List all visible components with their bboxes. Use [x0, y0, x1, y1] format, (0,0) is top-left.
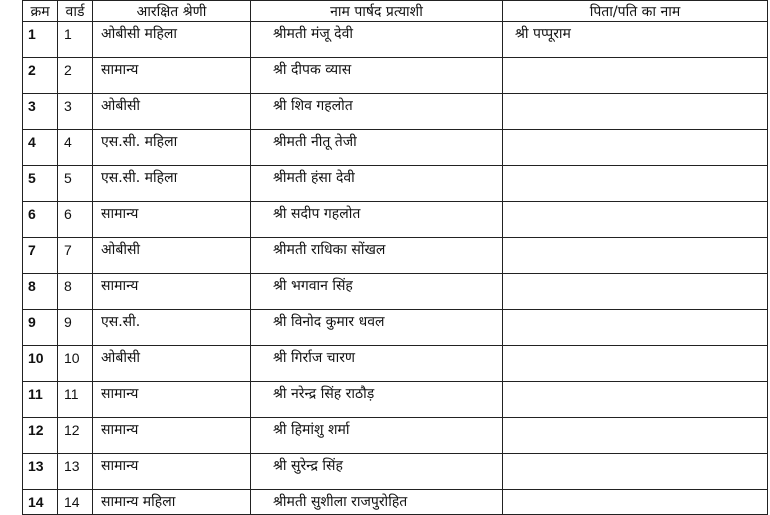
row-serial: 4 — [23, 130, 58, 166]
row-category: ओबीसी — [93, 238, 251, 274]
row-serial: 13 — [23, 454, 58, 490]
candidate-table — [22, 0, 768, 515]
table-row — [23, 166, 768, 202]
row-candidate-name: श्रीमती नीतू तेजी — [251, 130, 503, 166]
table-header-row — [23, 1, 768, 22]
row-candidate-name: श्री भगवान सिंह — [251, 274, 503, 310]
table-row — [23, 94, 768, 130]
row-parent-name — [503, 310, 768, 346]
row-candidate-name: श्री सुरेन्द्र सिंह — [251, 454, 503, 490]
row-parent-name — [503, 382, 768, 418]
row-ward: 4 — [58, 130, 93, 166]
row-parent-name — [503, 58, 768, 94]
row-serial: 3 — [23, 94, 58, 130]
row-category: एस.सी. महिला — [93, 166, 251, 202]
header-category: आरक्षित श्रेणी — [93, 1, 251, 22]
row-parent-name — [503, 238, 768, 274]
row-candidate-name: श्री गिर्राज चारण — [251, 346, 503, 382]
row-category: ओबीसी — [93, 346, 251, 382]
row-parent-name — [503, 130, 768, 166]
row-parent-name — [503, 274, 768, 310]
table-row — [23, 310, 768, 346]
row-serial: 5 — [23, 166, 58, 202]
row-serial: 11 — [23, 382, 58, 418]
row-category: सामान्य — [93, 418, 251, 454]
row-ward: 3 — [58, 94, 93, 130]
row-candidate-name: श्रीमती सुशीला राजपुरोहित — [251, 490, 503, 515]
header-ward: वार्ड — [58, 1, 93, 22]
row-parent-name — [503, 454, 768, 490]
table-row — [23, 58, 768, 94]
row-parent-name — [503, 202, 768, 238]
row-parent-name — [503, 418, 768, 454]
row-ward: 8 — [58, 274, 93, 310]
table-row — [23, 490, 768, 515]
row-parent-name — [503, 490, 768, 515]
row-candidate-name: श्री दीपक व्यास — [251, 58, 503, 94]
table-row — [23, 382, 768, 418]
row-serial: 1 — [23, 22, 58, 58]
row-ward: 14 — [58, 490, 93, 515]
table-row — [23, 454, 768, 490]
row-ward: 13 — [58, 454, 93, 490]
row-candidate-name: श्री सदीप गहलोत — [251, 202, 503, 238]
row-category: सामान्य — [93, 202, 251, 238]
row-ward: 1 — [58, 22, 93, 58]
header-parent-name: पिता/पति का नाम — [503, 1, 768, 22]
row-category: सामान्य — [93, 274, 251, 310]
row-category: एस.सी. — [93, 310, 251, 346]
row-ward: 7 — [58, 238, 93, 274]
table-row — [23, 130, 768, 166]
row-ward: 12 — [58, 418, 93, 454]
table-row — [23, 202, 768, 238]
row-serial: 10 — [23, 346, 58, 382]
row-category: सामान्य — [93, 382, 251, 418]
table-row — [23, 418, 768, 454]
row-parent-name: श्री पप्पूराम — [503, 22, 768, 58]
row-candidate-name: श्री विनोद कुमार धवल — [251, 310, 503, 346]
row-ward: 11 — [58, 382, 93, 418]
row-serial: 2 — [23, 58, 58, 94]
row-candidate-name: श्री नरेन्द्र सिंह राठौड़ — [251, 382, 503, 418]
row-candidate-name: श्रीमती मंजू देवी — [251, 22, 503, 58]
row-category: सामान्य — [93, 58, 251, 94]
row-serial: 7 — [23, 238, 58, 274]
table-row — [23, 274, 768, 310]
row-parent-name — [503, 166, 768, 202]
row-candidate-name: श्री शिव गहलोत — [251, 94, 503, 130]
row-category: ओबीसी — [93, 94, 251, 130]
header-serial: क्रम — [23, 1, 58, 22]
table-row — [23, 238, 768, 274]
row-serial: 14 — [23, 490, 58, 515]
row-serial: 12 — [23, 418, 58, 454]
row-ward: 6 — [58, 202, 93, 238]
row-parent-name — [503, 94, 768, 130]
row-category: सामान्य महिला — [93, 490, 251, 515]
row-ward: 10 — [58, 346, 93, 382]
row-ward: 9 — [58, 310, 93, 346]
row-serial: 8 — [23, 274, 58, 310]
row-candidate-name: श्रीमती हंसा देवी — [251, 166, 503, 202]
row-serial: 9 — [23, 310, 58, 346]
row-parent-name — [503, 346, 768, 382]
header-candidate-name: नाम पार्षद प्रत्याशी — [251, 1, 503, 22]
table-row — [23, 22, 768, 58]
table-body — [23, 22, 768, 515]
row-serial: 6 — [23, 202, 58, 238]
row-candidate-name: श्री हिमांशु शर्मा — [251, 418, 503, 454]
table-row — [23, 346, 768, 382]
row-ward: 2 — [58, 58, 93, 94]
row-candidate-name: श्रीमती राधिका सोंखल — [251, 238, 503, 274]
row-category: सामान्य — [93, 454, 251, 490]
row-ward: 5 — [58, 166, 93, 202]
row-category: ओबीसी महिला — [93, 22, 251, 58]
row-category: एस.सी. महिला — [93, 130, 251, 166]
